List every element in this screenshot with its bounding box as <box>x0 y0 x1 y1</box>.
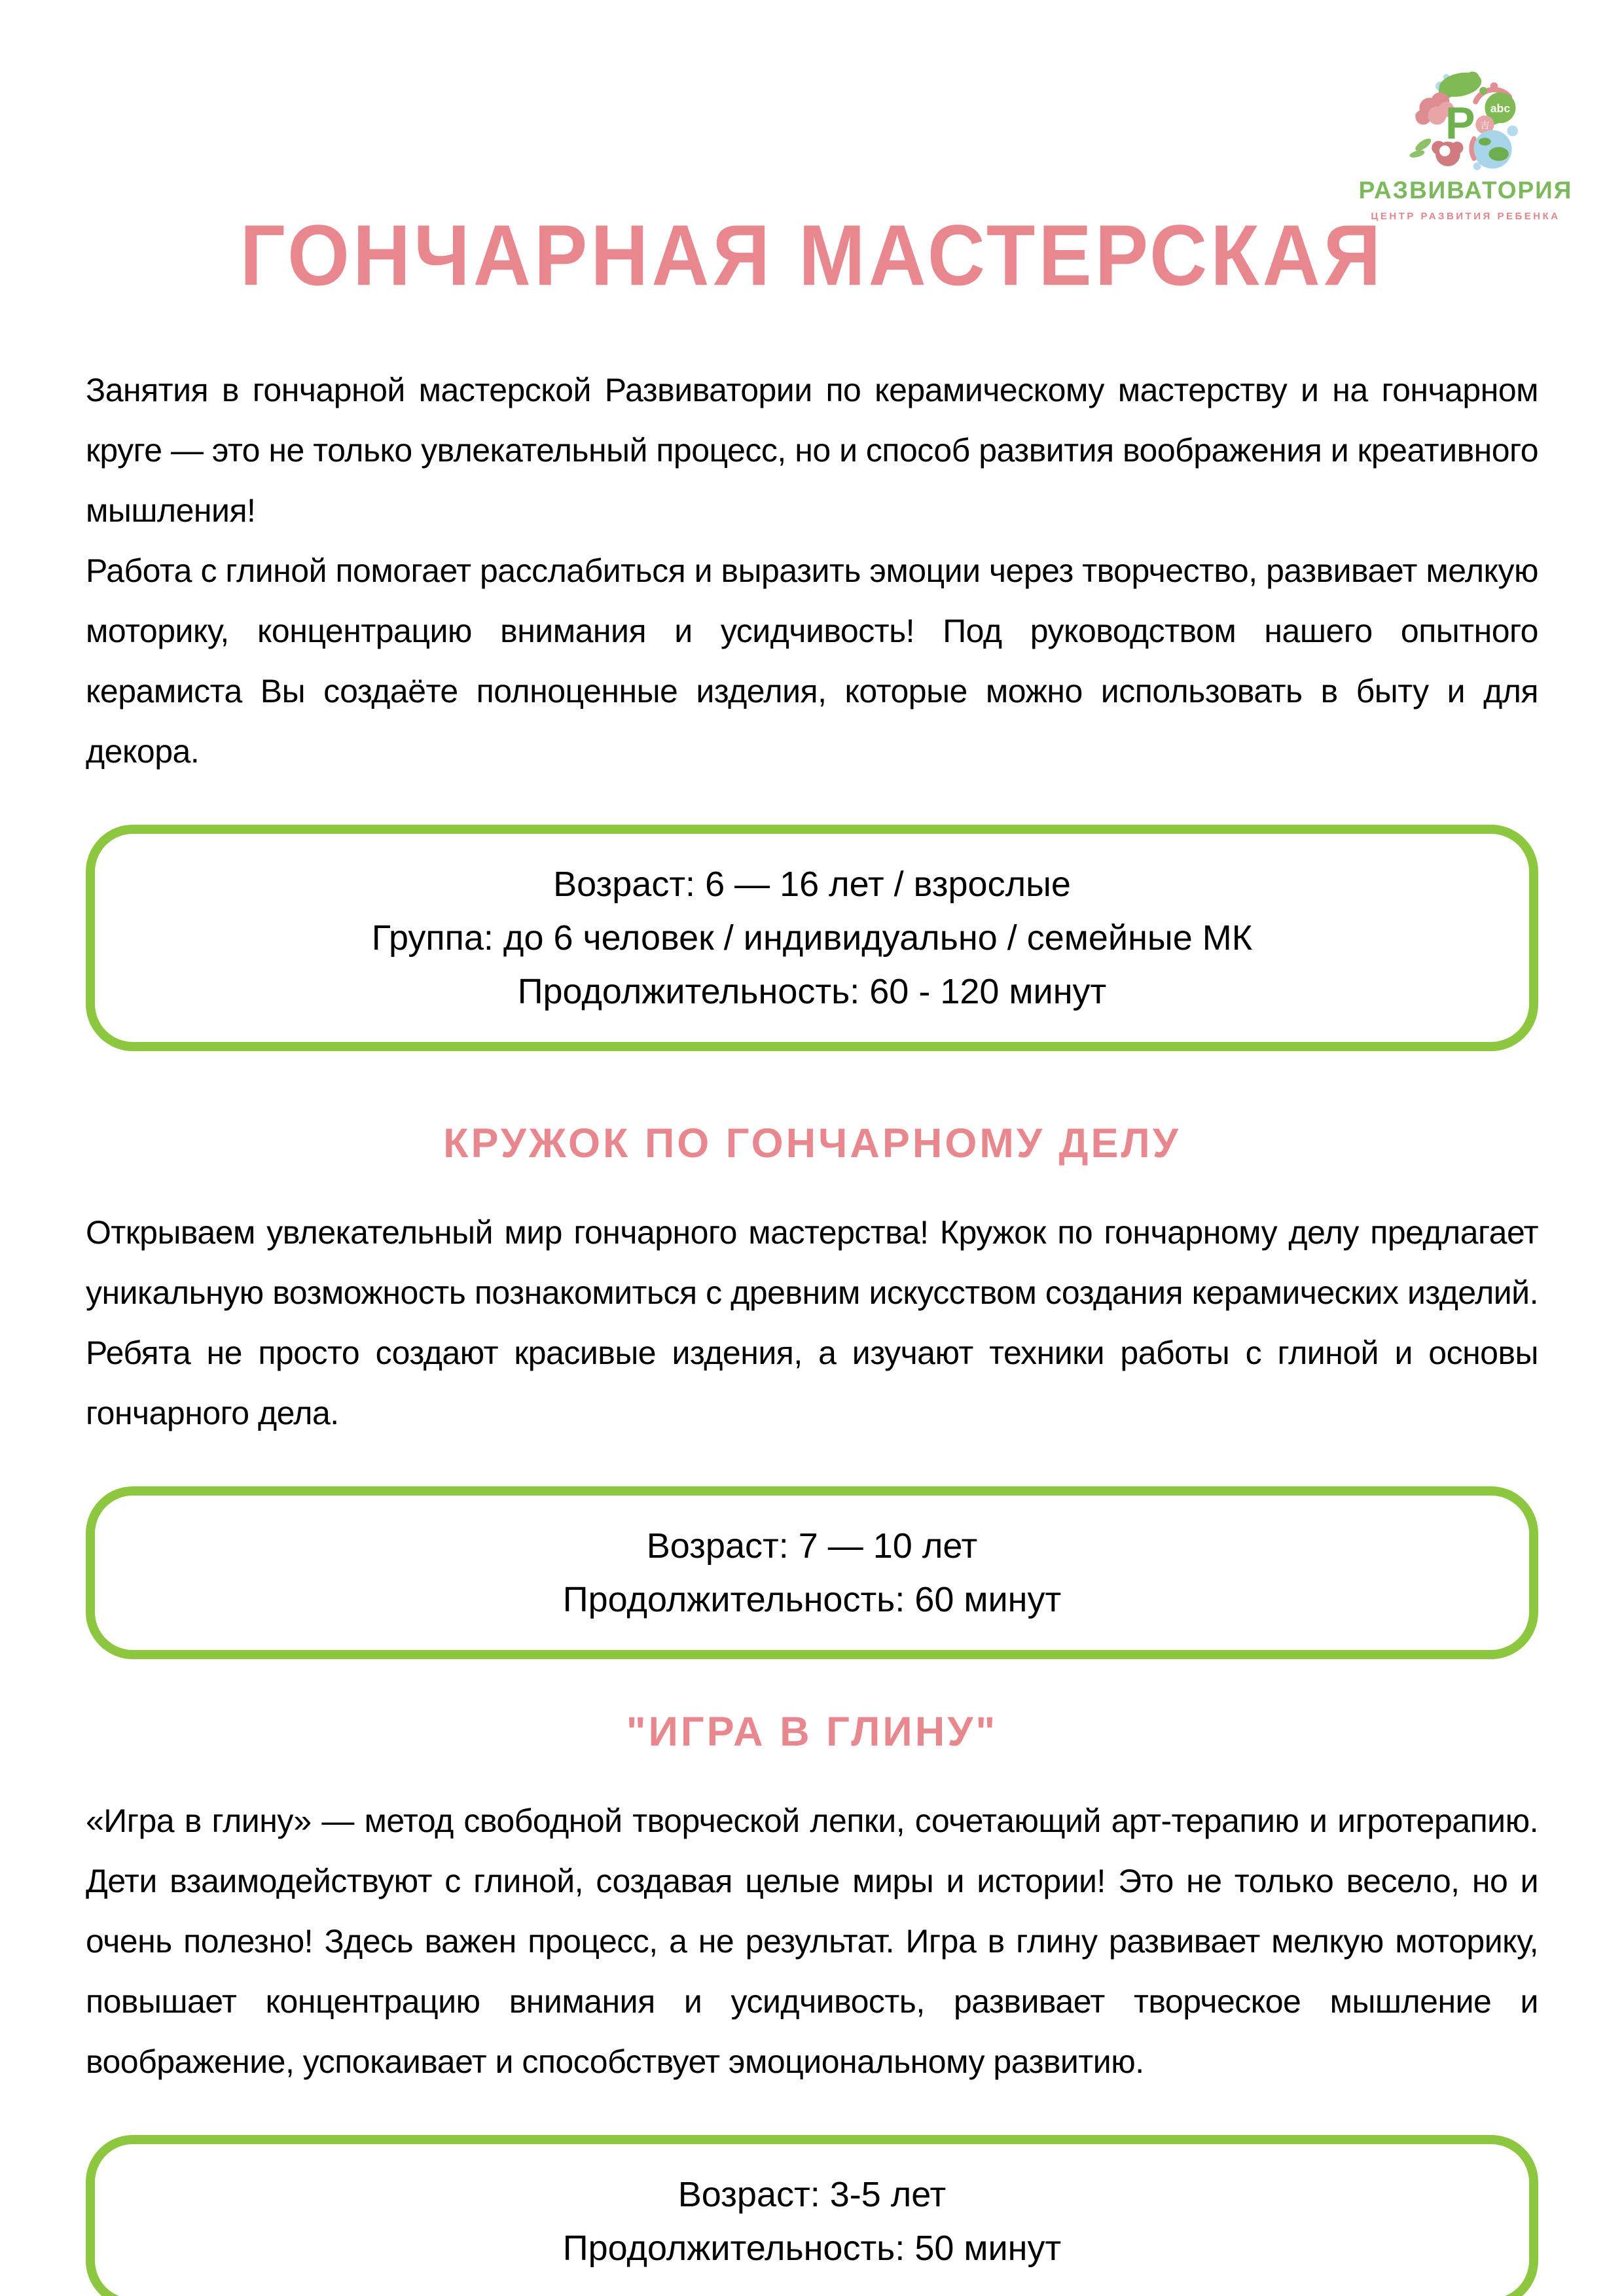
logo-bubble-label: abc <box>1490 101 1511 115</box>
intro-section <box>86 360 1538 781</box>
clay-play-paragraph: «Игра в глину» — метод свободной творческой лепки, сочетающий арт-терапию и игротерапию. Дети взаимодействуют с глиной, создавая целые миры и истории! Это не только весело, но и очень полезно! Здесь важен процесс, а не результат. Игра в глину развивает мелкую моторику, повышает концентрацию внимания и усидчивость, развивает творческое мышление и воображение, успокаивает и способствует эмоциональному развитию. <box>86 1802 1538 2080</box>
info-box-clay-play <box>86 2135 1538 2296</box>
info-duration: Продолжительность: 60 - 120 минут <box>517 972 1107 1012</box>
info-box-main <box>86 825 1538 1051</box>
logo-hanzi-label: 吉 <box>1480 120 1490 132</box>
logo-tagline: ЦЕНТР РАЗВИТИЯ РЕБЕНКА <box>1371 211 1561 222</box>
info-age: Возраст: 3-5 лет <box>677 2174 947 2214</box>
info-age: Возраст: 7 — 10 лет <box>646 1526 978 1566</box>
section-heading-pottery-circle: КРУЖОК ПО ГОНЧАРНОМУ ДЕЛУ <box>443 1121 1181 1167</box>
intro-paragraph-2: Работа с глиной помогает расслабиться и выразить эмоции через творчество, развивает мелкую моторику, концентрацию внимания и усидчивость! Под руководством нашего опытного керамиста Вы создаёте полноценные изделия, которые можно использовать в быту и для декора. <box>86 552 1538 770</box>
pottery-circle-paragraph: Открываем увлекательный мир гончарного мастерства! Кружок по гончарному делу предлагает уникальную возможность познакомиться с древним искусством создания керамических изделий. Ребята не просто создают красивые издения, а изучают техники работы с глиной и основы гончарного дела. <box>86 1214 1538 1432</box>
page-title: ГОНЧАРНАЯ МАСТЕРСКАЯ <box>240 207 1384 304</box>
info-group: Группа: до 6 человек / индивидуально / семейные МК <box>371 918 1253 958</box>
info-age: Возраст: 6 — 16 лет / взрослые <box>553 865 1071 905</box>
logo-monogram: Р <box>1445 98 1475 149</box>
info-box-pottery-circle <box>86 1486 1538 1659</box>
info-duration: Продолжительность: 50 минут <box>562 2228 1062 2268</box>
section-heading-clay-play: "ИГРА В ГЛИНУ" <box>626 1709 998 1755</box>
logo-brand-name: РАЗВИВАТОРИЯ <box>1358 177 1573 204</box>
intro-paragraph-1: Занятия в гончарной мастерской Развиватории по керамическому мастерству и на гончарном круге — это не только увлекательный процесс, но и способ развития воображения и креативного мышления! <box>86 372 1538 529</box>
info-duration: Продолжительность: 60 минут <box>562 1580 1062 1620</box>
